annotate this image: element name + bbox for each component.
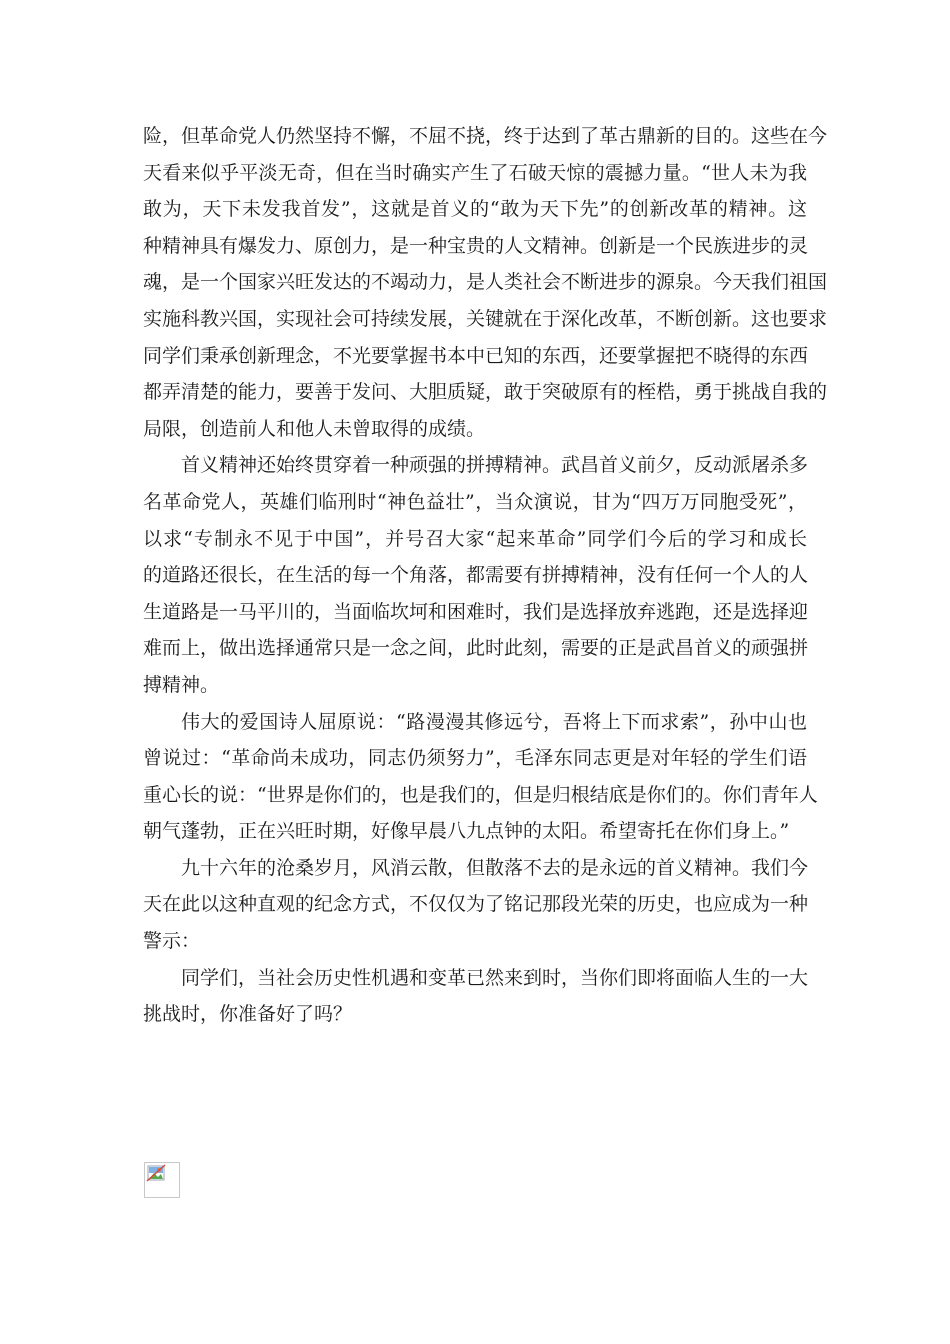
paragraph xyxy=(143,850,807,960)
text-line: 的道路还很长，在生活的每一个角落，都需要有拼搏精神，没有任何一个人的人 xyxy=(143,564,809,587)
text-line: 伟大的爱国诗人屈原说：“路漫漫其修远兮，吾将上下而求索”，孙中山也 xyxy=(181,710,807,733)
text-line: 挑战时，你准备好了吗？ xyxy=(143,1003,353,1026)
paragraph xyxy=(143,447,807,703)
paragraph xyxy=(143,960,807,1033)
text-line: 种精神具有爆发力、原创力，是一种宝贵的人文精神。创新是一个民族进步的灵 xyxy=(143,234,809,257)
text-line: 局限，创造前人和他人未曾取得的成绩。 xyxy=(143,417,486,440)
text-line: 难而上，做出选择通常只是一念之间，此时此刻，需要的正是武昌首义的顽强拼 xyxy=(143,637,809,660)
text-line: 警示： xyxy=(143,930,201,953)
document-body xyxy=(143,118,828,1033)
text-line: 朝气蓬勃，正在兴旺时期，好像早晨八九点钟的太阳。希望寄托在你们身上。” xyxy=(143,820,790,843)
text-line: 同学们秉承创新理念，不光要掌握书本中已知的东西，还要掌握把不晓得的东西 xyxy=(143,344,809,367)
text-line: 天在此以这种直观的纪念方式，不仅仅为了铭记那段光荣的历史，也应成为一种 xyxy=(143,893,809,916)
text-line: 都弄清楚的能力，要善于发问、大胆质疑，敢于突破原有的桎梏，勇于挑战自我的 xyxy=(143,381,828,404)
broken-image-glyph xyxy=(145,1163,179,1197)
text-line: 搏精神。 xyxy=(143,673,220,696)
text-line: 重心长的说：“世界是你们的，也是我们的，但是归根结底是你们的。你们青年人 xyxy=(143,783,818,806)
text-line: 以求“专制永不见于中国”，并号召大家“起来革命”同学们今后的学习和成长 xyxy=(143,527,807,550)
text-line: 敢为，天下未发我首发”，这就是首义的“敢为天下先”的创新改革的精神。这 xyxy=(143,198,807,221)
text-line: 魂，是一个国家兴旺发达的不竭动力，是人类社会不断进步的源泉。今天我们祖国 xyxy=(143,271,828,294)
text-line: 险，但革命党人仍然坚持不懈，不屈不挠，终于达到了革古鼎新的目的。这些在今 xyxy=(143,125,828,147)
text-line: 名革命党人，英雄们临刑时“神色益壮”，当众演说，甘为“四万万同胞受死”， xyxy=(143,490,807,513)
broken-image-icon xyxy=(144,1162,180,1198)
paragraph xyxy=(143,118,828,447)
text-line: 首义精神还始终贯穿着一种顽强的拼搏精神。武昌首义前夕，反动派屠杀多 xyxy=(181,454,809,477)
paragraph xyxy=(143,704,818,850)
text-line: 生道路是一马平川的，当面临坎坷和困难时，我们是选择放弃逃跑，还是选择迎 xyxy=(143,600,809,623)
text-line: 天看来似乎平淡无奇，但在当时确实产生了石破天惊的震撼力量。“世人未为我 xyxy=(143,161,807,184)
text-line: 实施科教兴国，实现社会可持续发展，关键就在于深化改革，不断创新。这也要求 xyxy=(143,307,828,330)
text-line: 九十六年的沧桑岁月，风消云散，但散落不去的是永远的首义精神。我们今 xyxy=(181,856,809,879)
text-line: 曾说过：“革命尚未成功，同志仍须努力”，毛泽东同志更是对年轻的学生们语 xyxy=(143,747,807,770)
text-line: 同学们，当社会历史性机遇和变革已然来到时，当你们即将面临人生的一大 xyxy=(181,966,809,989)
